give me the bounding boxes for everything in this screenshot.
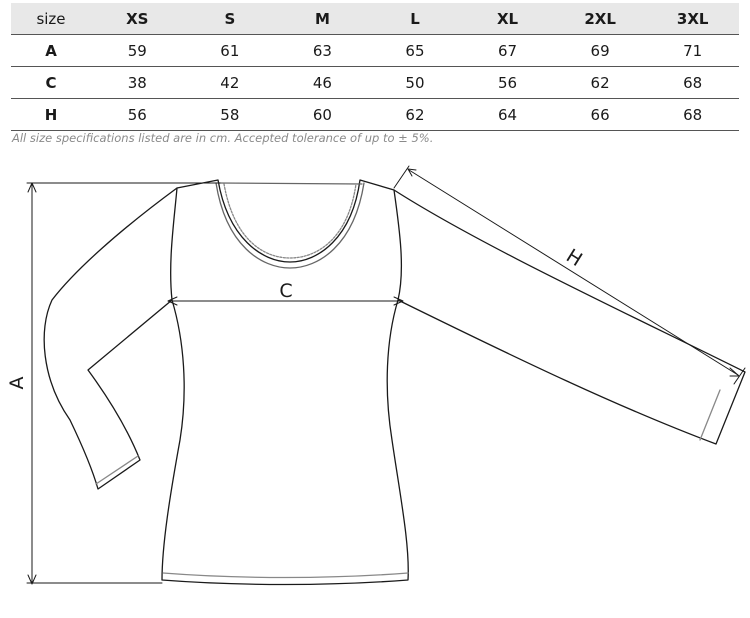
header-size-2xl: 2XL xyxy=(554,3,647,35)
header-size-l: L xyxy=(369,3,462,35)
dimension-label-h: H xyxy=(562,244,587,272)
dimension-label-a: A xyxy=(6,376,28,390)
size-note: All size specifications listed are in cm. Accepted tolerance of up to ± 5%. xyxy=(12,131,434,145)
table-cell: 66 xyxy=(554,99,647,131)
table-cell: 56 xyxy=(91,99,184,131)
table-cell: 69 xyxy=(554,35,647,67)
table-cell: 58 xyxy=(184,99,277,131)
table-cell: 38 xyxy=(91,67,184,99)
table-cell: 56 xyxy=(461,67,554,99)
dimension-h xyxy=(394,166,745,384)
table-cell: 42 xyxy=(184,67,277,99)
row-label: H xyxy=(11,99,91,131)
table-cell: 71 xyxy=(646,35,739,67)
table-cell: 59 xyxy=(91,35,184,67)
table-cell: 64 xyxy=(461,99,554,131)
table-cell: 65 xyxy=(369,35,462,67)
header-size-xl: XL xyxy=(461,3,554,35)
table-cell: 61 xyxy=(184,35,277,67)
dimension-a xyxy=(27,183,220,584)
table-cell: 67 xyxy=(461,35,554,67)
table-cell: 68 xyxy=(646,67,739,99)
header-size-s: S xyxy=(184,3,277,35)
long-sleeve-shirt-outline xyxy=(44,180,745,585)
table-cell: 63 xyxy=(276,35,369,67)
header-size-xs: XS xyxy=(91,3,184,35)
table-cell: 62 xyxy=(369,99,462,131)
header-size-3xl: 3XL xyxy=(646,3,739,35)
row-label: A xyxy=(11,35,91,67)
row-label: C xyxy=(11,67,91,99)
table-cell: 60 xyxy=(276,99,369,131)
table-cell: 68 xyxy=(646,99,739,131)
header-size-label: size xyxy=(11,3,91,35)
table-cell: 62 xyxy=(554,67,647,99)
header-size-m: M xyxy=(276,3,369,35)
table-cell: 50 xyxy=(369,67,462,99)
dimension-label-c: C xyxy=(279,280,293,302)
table-cell: 46 xyxy=(276,67,369,99)
